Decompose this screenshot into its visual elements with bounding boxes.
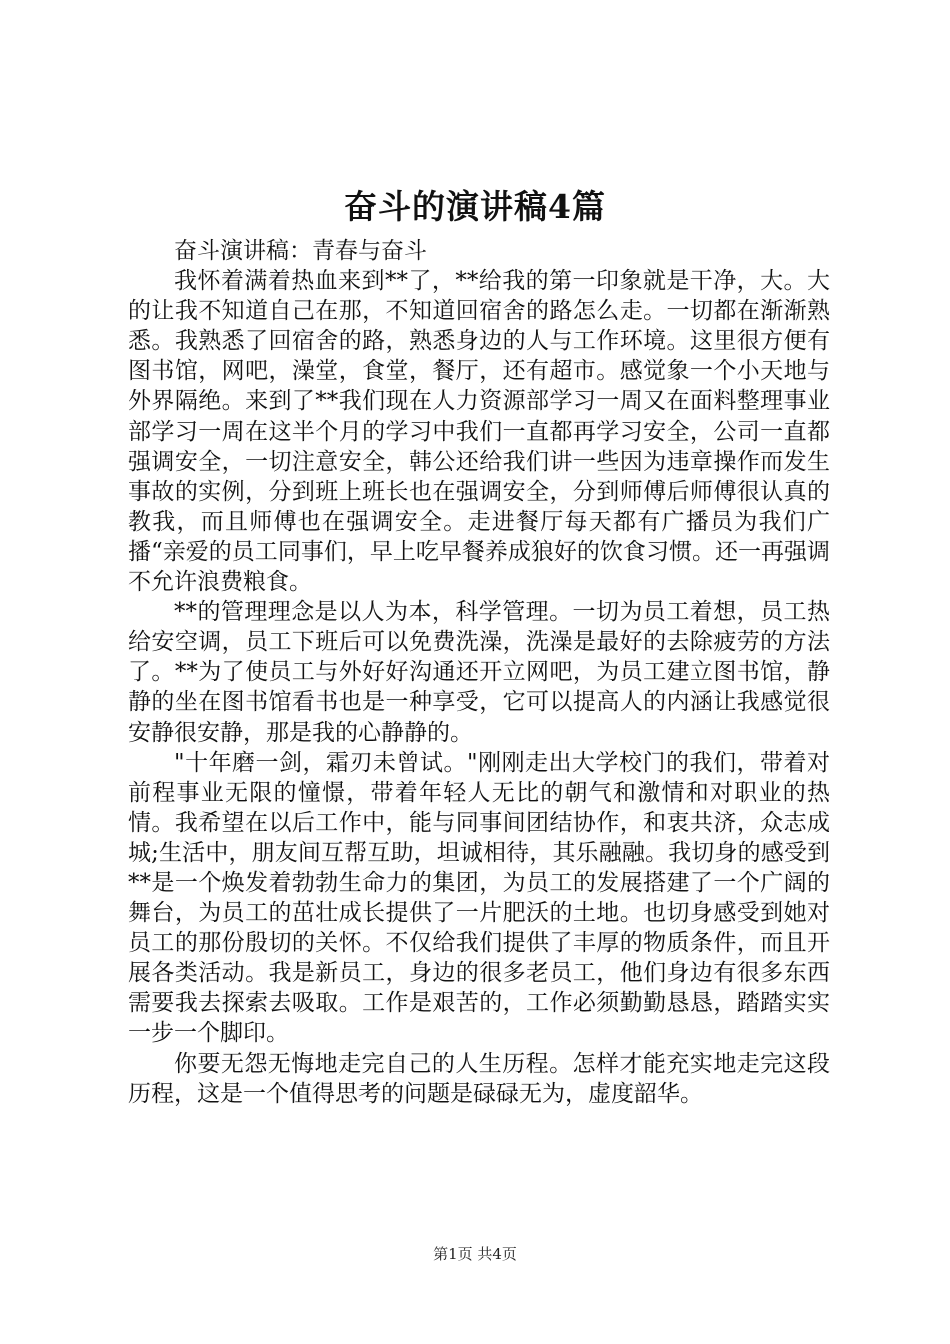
paragraph-4: 你要无怨无悔地走完自己的人生历程。怎样才能充实地走完这段历程，这是一个值得思考的问题是碌碌无为，虚度韶华。 — [128, 1050, 830, 1107]
document-body — [128, 236, 830, 1109]
paragraph-3: "十年磨一剑，霜刃未曾试。"刚刚走出大学校门的我们，带着对前程事业无限的憧憬，带着年轻人无比的朝气和激情和对职业的热情。我希望在以后工作中，能与同事间团结协作，和衷共济，众志成城;生活中，朋友间互帮互助，坦诚相待，其乐融融。我切身的感受到**是一个焕发着勃勃生命力的集团，为员工的发展搭建了一个广阔的舞台，为员工的茁壮成长提供了一片肥沃的土地。也切身感受到她对员工的那份殷切的关怀。不仅给我们提供了丰厚的物质条件，而且开展各类活动。我是新员工，身边的很多老员工，他们身边有很多东西需要我去探索去吸取。工作是艰苦的，工作必须勤勤恳恳，踏踏实实一步一个脚印。 — [128, 749, 830, 1047]
page-number-footer: 第1页 共4页 — [433, 1245, 517, 1263]
paragraph-subtitle: 奋斗演讲稿：青春与奋斗 — [174, 238, 427, 264]
document-title: 奋斗的演讲稿4篇 — [344, 187, 606, 226]
paragraph-1: 我怀着满着热血来到**了，**给我的第一印象就是干净，大。大的让我不知道自己在那，不知道回宿舍的路怎么走。一切都在渐渐熟悉。我熟悉了回宿舍的路，熟悉身边的人与工作环境。这里很方便有图书馆，网吧，澡堂，食堂，餐厅，还有超市。感觉象一个小天地与外界隔绝。来到了**我们现在人力资源部学习一周又在面料整理事业部学习一周在这半个月的学习中我们一直都再学习安全，公司一直都强调安全，一切注意安全，韩公还给我们讲一些因为违章操作而发生事故的实例，分到班上班长也在强调安全，分到师傅后师傅很认真的教我，而且师傅也在强调安全。走进餐厅每天都有广播员为我们广播“亲爱的员工同事们，早上吃早餐养成狼好的饮食习惯。还一再强调不允许浪费粮食。 — [128, 268, 830, 596]
paragraph-2: **的管理理念是以人为本，科学管理。一切为员工着想，员工热给安空调，员工下班后可以免费洗澡，洗澡是最好的去除疲劳的方法了。**为了使员工与外好好沟通还开立网吧，为员工建立图书馆，静静的坐在图书馆看书也是一种享受，它可以提高人的内涵让我感觉很安静很安静，那是我的心静静的。 — [128, 599, 830, 746]
